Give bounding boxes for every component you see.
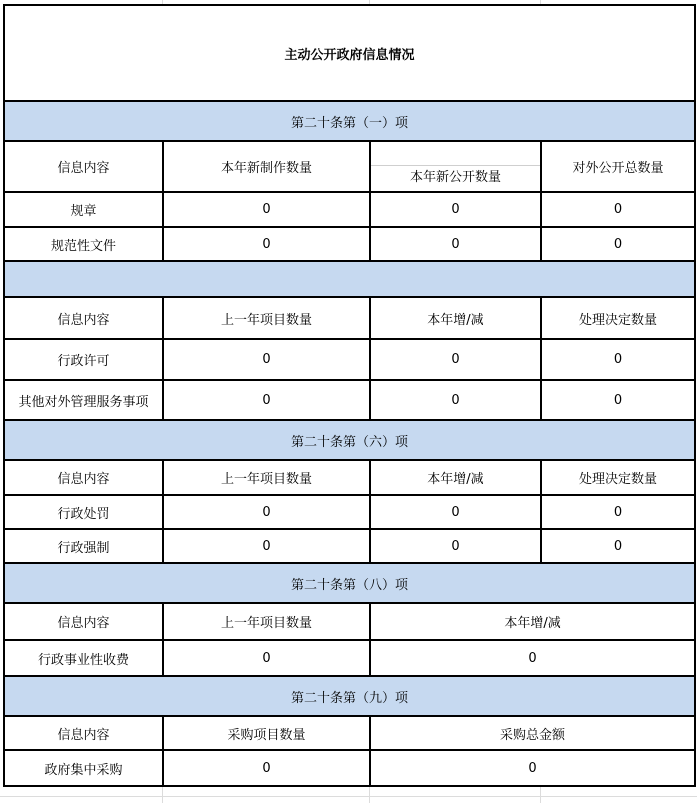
row-value: 0 <box>163 529 370 563</box>
section1-heading: 第二十条第（一）项 <box>4 101 695 141</box>
row-label: 行政许可 <box>4 339 163 380</box>
row-value: 0 <box>370 750 695 786</box>
column-header-row <box>4 141 695 192</box>
section3-heading: 第二十条第（六）项 <box>4 420 695 460</box>
table-row <box>4 192 695 227</box>
col-header-prev-year-count: 上一年项目数量 <box>163 297 370 339</box>
row-value: 0 <box>163 495 370 529</box>
col-header-content: 信息内容 <box>4 460 163 495</box>
split-cell <box>371 149 540 185</box>
column-header-row <box>4 716 695 750</box>
row-value: 0 <box>370 529 541 563</box>
table-row <box>4 750 695 786</box>
section-header-row <box>4 261 695 297</box>
col-header-content: 信息内容 <box>4 141 163 192</box>
col-header-purchase-count: 采购项目数量 <box>163 716 370 750</box>
col-header-change: 本年增/减 <box>370 460 541 495</box>
row-label: 规范性文件 <box>4 227 163 261</box>
row-label: 政府集中采购 <box>4 750 163 786</box>
row-label: 规章 <box>4 192 163 227</box>
col-header-decisions: 处理决定数量 <box>541 297 695 339</box>
col-header-content: 信息内容 <box>4 603 163 640</box>
column-header-row <box>4 460 695 495</box>
table-row <box>4 495 695 529</box>
col-header-new-made: 本年新制作数量 <box>163 141 370 192</box>
table-row <box>4 339 695 380</box>
row-label: 其他对外管理服务事项 <box>4 380 163 420</box>
row-value: 0 <box>370 380 541 420</box>
col-header-new-published <box>370 141 541 192</box>
row-value: 0 <box>163 227 370 261</box>
col-header-decisions: 处理决定数量 <box>541 460 695 495</box>
row-value: 0 <box>370 192 541 227</box>
row-value: 0 <box>541 529 695 563</box>
row-value: 0 <box>163 339 370 380</box>
row-value: 0 <box>370 339 541 380</box>
row-value: 0 <box>541 192 695 227</box>
col-header-total-published: 对外公开总数量 <box>541 141 695 192</box>
row-value: 0 <box>163 380 370 420</box>
row-label: 行政强制 <box>4 529 163 563</box>
section-header-row <box>4 101 695 141</box>
table-title: 主动公开政府信息情况 <box>4 5 695 101</box>
table-row <box>4 529 695 563</box>
section4-heading: 第二十条第（八）项 <box>4 563 695 603</box>
section-header-row <box>4 676 695 716</box>
col-header-purchase-total: 采购总金额 <box>370 716 695 750</box>
table-row <box>4 380 695 420</box>
row-label: 行政处罚 <box>4 495 163 529</box>
row-value: 0 <box>370 227 541 261</box>
table-row <box>4 227 695 261</box>
row-value: 0 <box>541 339 695 380</box>
section2-heading <box>4 261 695 297</box>
row-value: 0 <box>541 380 695 420</box>
split-cell-label: 本年新公开数量 <box>409 169 501 185</box>
col-header-content: 信息内容 <box>4 716 163 750</box>
table-row <box>4 640 695 676</box>
title-row <box>4 5 695 101</box>
col-header-change: 本年增/减 <box>370 297 541 339</box>
row-value: 0 <box>163 640 370 676</box>
row-value: 0 <box>370 640 695 676</box>
column-header-row <box>4 297 695 339</box>
col-header-change: 本年增/减 <box>370 603 695 640</box>
section5-heading: 第二十条第（九）项 <box>4 676 695 716</box>
row-value: 0 <box>163 750 370 786</box>
row-value: 0 <box>541 227 695 261</box>
col-header-prev-year-count: 上一年项目数量 <box>163 460 370 495</box>
row-value: 0 <box>370 495 541 529</box>
section-header-row <box>4 420 695 460</box>
col-header-prev-year-count: 上一年项目数量 <box>163 603 370 640</box>
section-header-row <box>4 563 695 603</box>
column-header-row <box>4 603 695 640</box>
row-label: 行政事业性收费 <box>4 640 163 676</box>
col-header-content: 信息内容 <box>4 297 163 339</box>
split-cell-top <box>371 149 540 166</box>
info-disclosure-table <box>3 4 696 787</box>
row-value: 0 <box>163 192 370 227</box>
row-value: 0 <box>541 495 695 529</box>
